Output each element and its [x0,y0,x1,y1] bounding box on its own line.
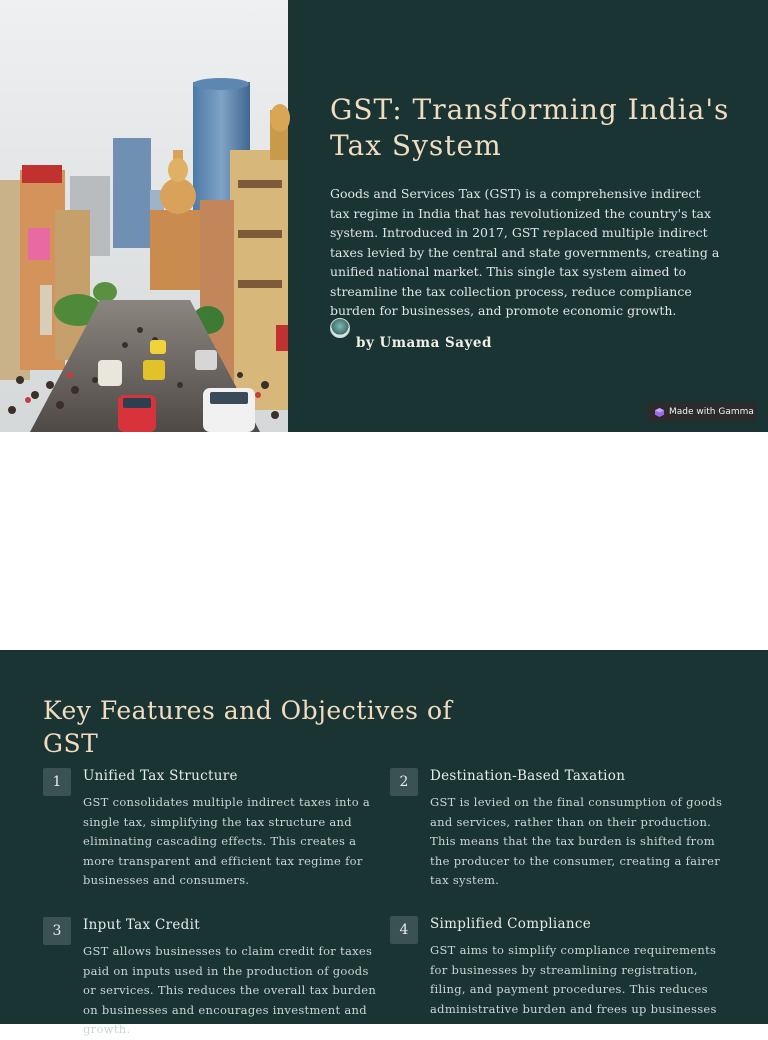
feature-body-4: GST aims to simplify compliance requirements for businesses by streamlining registration, filing, and payment procedures. This reduces administrative burden and frees up businesses [430,943,717,1016]
key-features-title: Key Features and Objectives of GST [43,696,453,758]
feature-title-3: Input Tax Credit [83,917,200,933]
title-slide-content [330,92,730,321]
feature-body-1: GST consolidates multiple indirect taxes into a single tax, simplifying the tax structure and eliminating cascading effects. This creates a more transparent and efficient tax regime for businesses and consumers. [83,795,371,887]
made-with-gamma-badge[interactable] [647,402,757,422]
author-name: by Umama Sayed [356,335,492,351]
presentation-title: GST: Transforming India's Tax System [330,93,730,162]
author-row [330,318,630,358]
feature-body-2: GST is levied on the final consumption of goods and services, rather than on their production. This means that the tax burden is shifted from the producer to the consumer, creating a fairer tax system. [430,795,723,887]
city-street-image [0,0,288,432]
feature-title-1: Unified Tax Structure [83,768,238,784]
feature-number-2: 2 [390,768,418,796]
gamma-logo-icon [655,408,664,417]
feature-title-2: Destination-Based Taxation [430,768,626,784]
key-features-slide [0,650,768,1036]
feature-number-1: 1 [43,768,71,796]
author-avatar [330,318,350,338]
city-street-illustration [0,0,288,432]
feature-number-4: 4 [390,916,418,944]
intro-paragraph: Goods and Services Tax (GST) is a comprehensive indirect tax regime in India that has revolutionized the country's tax system. Introduced in 2017, GST replaced multiple indirect taxes levied by the central and state governments, creating a unified national market. This single tax system aimed to streamline the tax collection process, reduce compliance burden for businesses, and promote economic growth. [330,186,720,318]
gamma-badge-label: Made with Gamma [669,407,754,417]
title-slide [0,0,768,432]
feature-number-3: 3 [43,917,71,945]
feature-title-4: Simplified Compliance [430,916,592,932]
feature-body-3: GST allows businesses to claim credit for taxes paid on inputs used in the production of goods or services. This reduces the overall tax burden on businesses and encourages investment and growth. [83,944,377,1036]
